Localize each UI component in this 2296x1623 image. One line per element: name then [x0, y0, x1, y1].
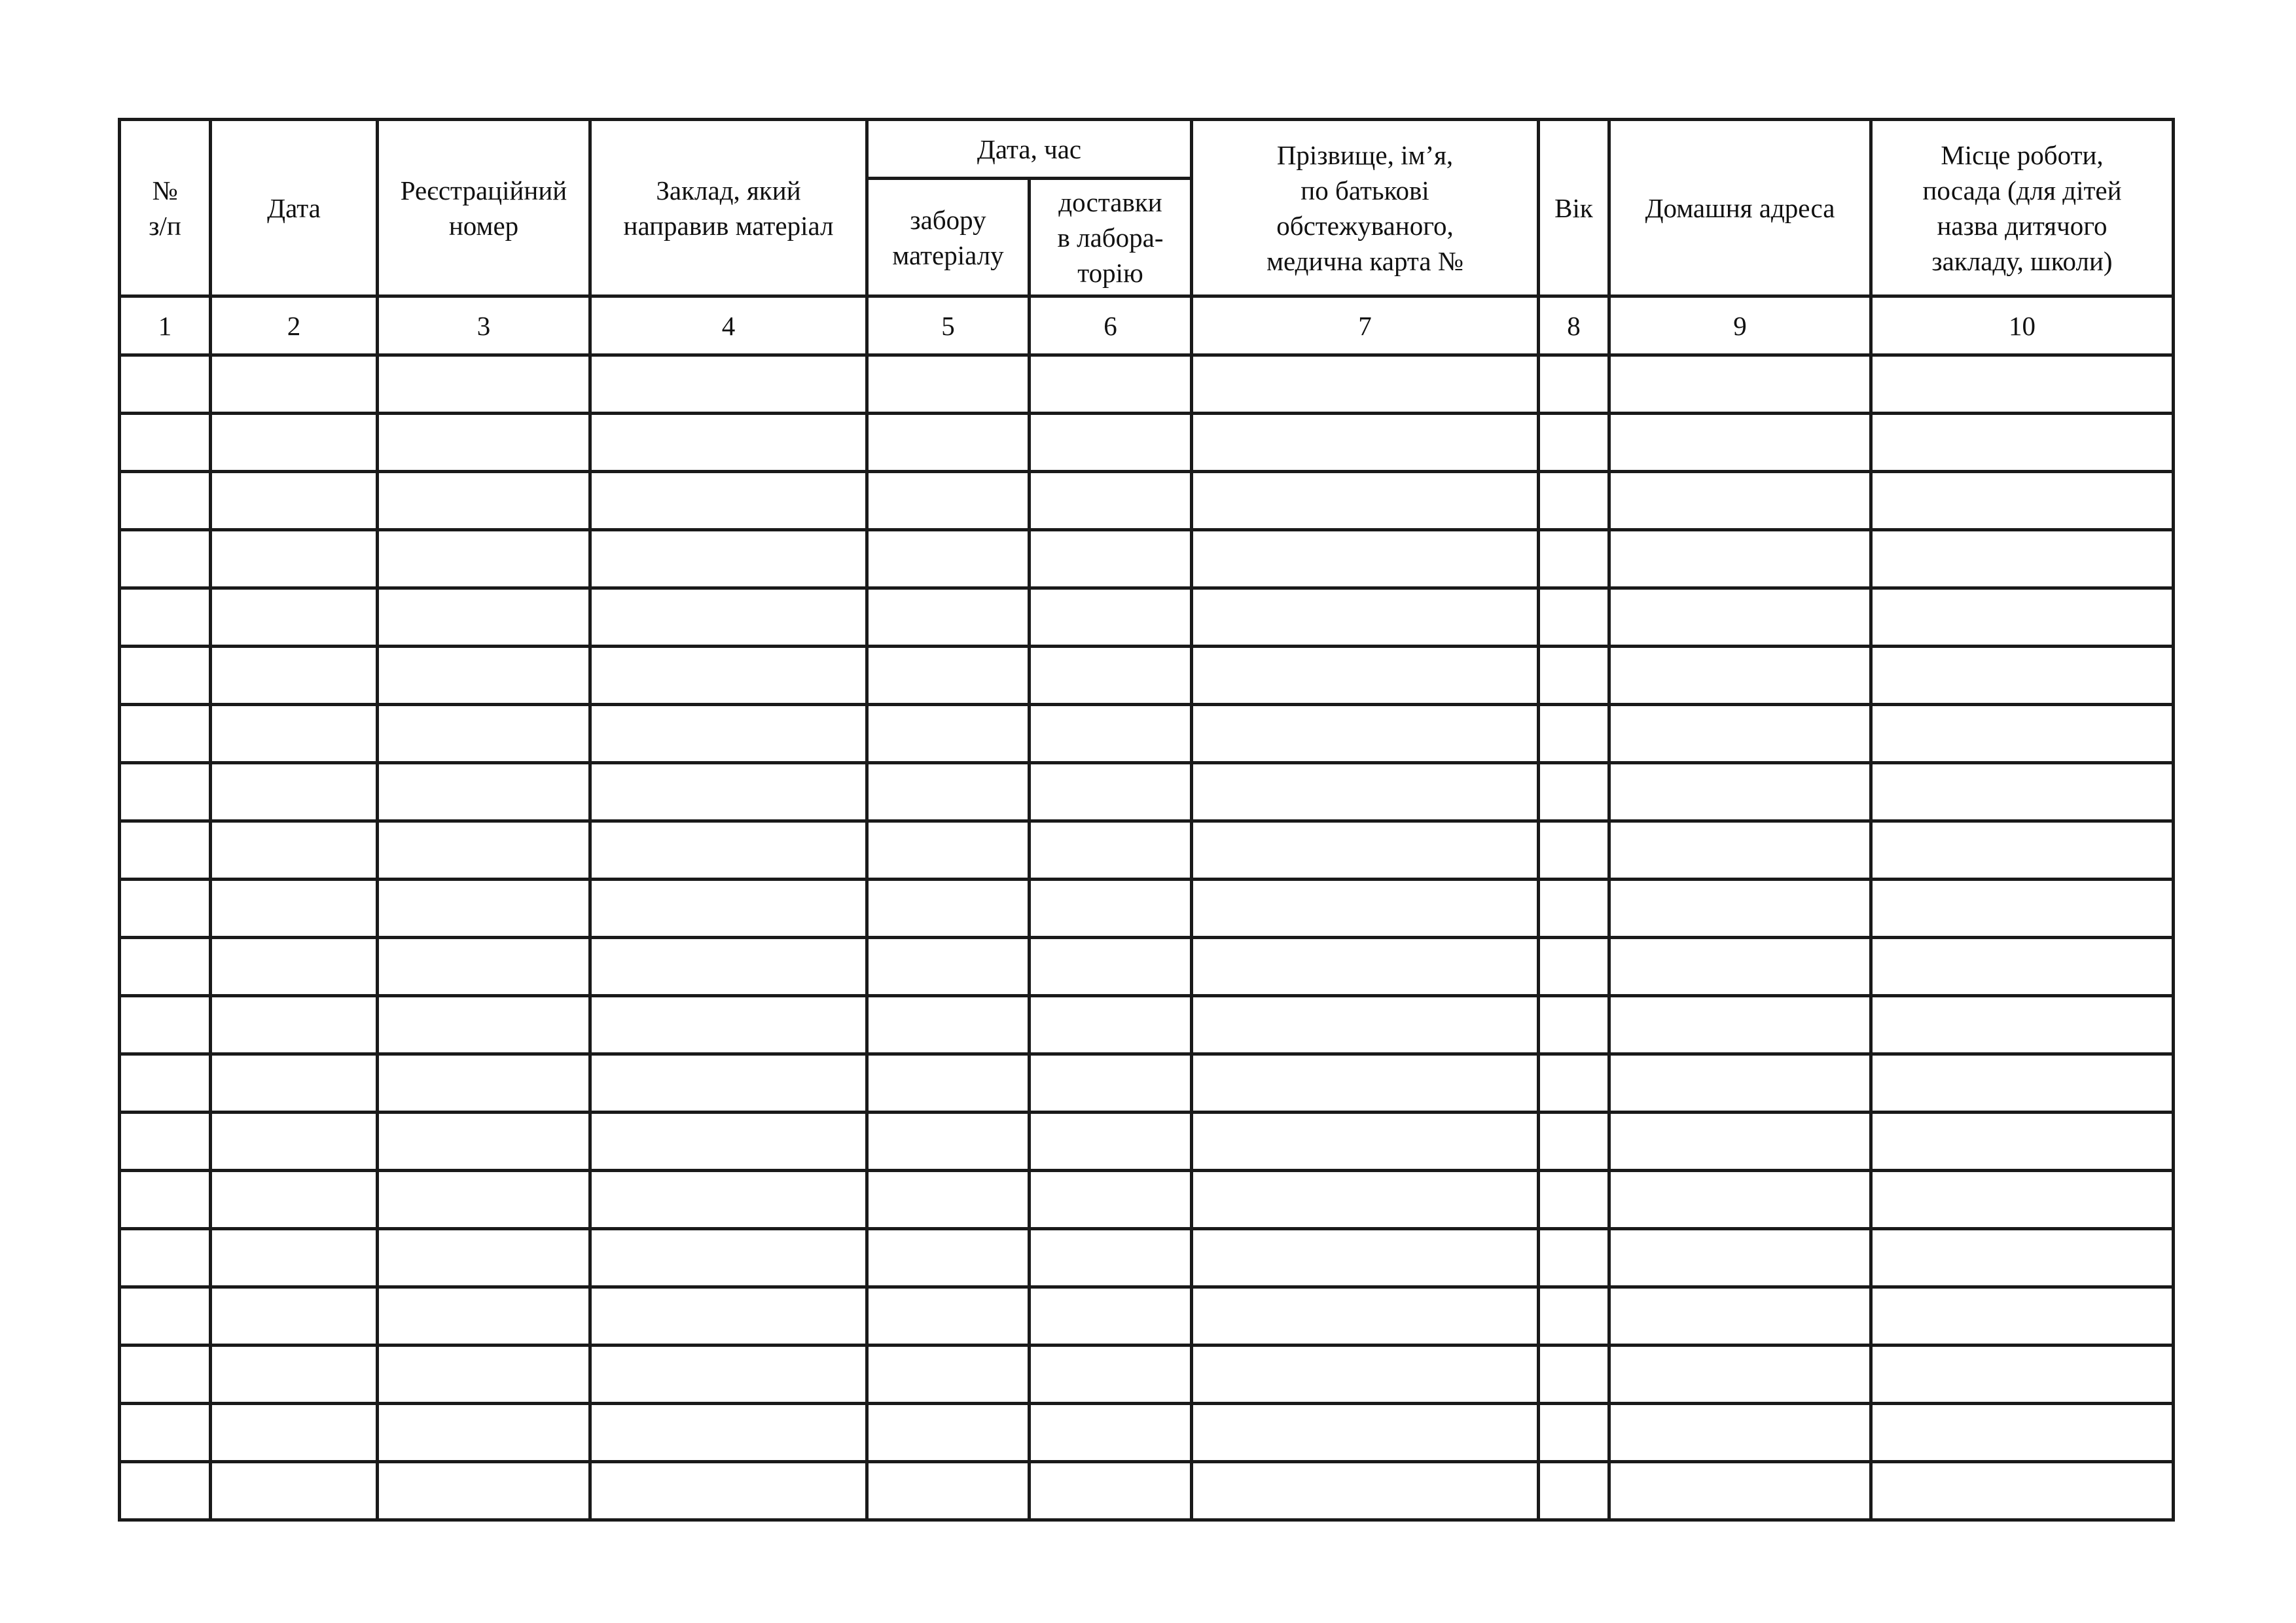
table-row [120, 821, 2174, 880]
table-cell[interactable] [1871, 1171, 2174, 1229]
table-row [120, 472, 2174, 530]
table-cell[interactable] [120, 647, 211, 705]
table-cell[interactable] [867, 472, 1030, 530]
table-cell[interactable] [1871, 763, 2174, 821]
table-cell[interactable] [1539, 763, 1609, 821]
table-cell[interactable] [1609, 1287, 1871, 1346]
table-cell[interactable] [211, 588, 378, 647]
table-cell[interactable] [590, 355, 867, 414]
table-cell[interactable] [211, 1404, 378, 1462]
table-cell[interactable] [1539, 1287, 1609, 1346]
table-cell[interactable] [1030, 1229, 1192, 1287]
table-cell[interactable] [1030, 588, 1192, 647]
table-cell[interactable] [120, 763, 211, 821]
table-cell[interactable] [1539, 821, 1609, 880]
table-row [120, 647, 2174, 705]
table-cell[interactable] [867, 1404, 1030, 1462]
table-cell[interactable] [1192, 414, 1539, 472]
table-cell[interactable] [590, 1287, 867, 1346]
table-cell[interactable] [867, 355, 1030, 414]
table-row [120, 1171, 2174, 1229]
table-cell[interactable] [1871, 821, 2174, 880]
table-cell[interactable] [120, 1054, 211, 1113]
table-cell[interactable] [1609, 1462, 1871, 1520]
table-cell[interactable] [1539, 1404, 1609, 1462]
table-cell[interactable] [590, 1054, 867, 1113]
table-cell[interactable] [378, 1113, 590, 1171]
table-cell[interactable] [1030, 1287, 1192, 1346]
column-number: 7 [1192, 296, 1539, 355]
table-cell[interactable] [378, 1404, 590, 1462]
column-number: 3 [378, 296, 590, 355]
table-cell[interactable] [1871, 880, 2174, 938]
table-cell[interactable] [211, 1113, 378, 1171]
table-cell[interactable] [378, 938, 590, 996]
table-cell[interactable] [378, 705, 590, 763]
table-cell[interactable] [120, 996, 211, 1054]
table-cell[interactable] [1609, 821, 1871, 880]
table-cell[interactable] [590, 763, 867, 821]
table-row [120, 1054, 2174, 1113]
table-cell[interactable] [1192, 1113, 1539, 1171]
table-cell[interactable] [1192, 530, 1539, 588]
table-cell[interactable] [378, 530, 590, 588]
table-cell[interactable] [1539, 880, 1609, 938]
table-cell[interactable] [1871, 1346, 2174, 1404]
table-cell[interactable] [211, 414, 378, 472]
table-cell[interactable] [590, 1229, 867, 1287]
table-cell[interactable] [590, 530, 867, 588]
table-cell[interactable] [211, 647, 378, 705]
table-row [120, 1287, 2174, 1346]
header-registration-number: Реєстраційний номер [378, 120, 590, 296]
table-cell[interactable] [1192, 938, 1539, 996]
table-cell[interactable] [1030, 1113, 1192, 1171]
table-row [120, 414, 2174, 472]
table-cell[interactable] [1609, 1054, 1871, 1113]
table-cell[interactable] [867, 414, 1030, 472]
table-cell[interactable] [1030, 1404, 1192, 1462]
table-row [120, 1346, 2174, 1404]
table-cell[interactable] [590, 414, 867, 472]
table-cell[interactable] [120, 1171, 211, 1229]
table-cell[interactable] [1539, 1346, 1609, 1404]
header-patient-name: Прізвище, ім’я, по батькові обстежуваного, медична карта № [1192, 120, 1539, 296]
table-cell[interactable] [378, 880, 590, 938]
column-number: 6 [1030, 296, 1192, 355]
table-cell[interactable] [211, 1287, 378, 1346]
table-cell[interactable] [1609, 1404, 1871, 1462]
table-cell[interactable] [867, 1171, 1030, 1229]
table-cell[interactable] [1030, 996, 1192, 1054]
table-cell[interactable] [378, 355, 590, 414]
table-cell[interactable] [1871, 1462, 2174, 1520]
header-row-main [120, 120, 2174, 179]
table-cell[interactable] [211, 530, 378, 588]
column-number: 4 [590, 296, 867, 355]
table-cell[interactable] [1609, 414, 1871, 472]
header-date: Дата [211, 120, 378, 296]
table-row [120, 1229, 2174, 1287]
table-cell[interactable] [1192, 1054, 1539, 1113]
table-cell[interactable] [1030, 705, 1192, 763]
table-cell[interactable] [1539, 355, 1609, 414]
table-cell[interactable] [1030, 530, 1192, 588]
table-cell[interactable] [1871, 1404, 2174, 1462]
table-cell[interactable] [1192, 880, 1539, 938]
table-cell[interactable] [590, 1113, 867, 1171]
column-number: 9 [1609, 296, 1871, 355]
header-delivery: доставки в лабора- торію [1030, 179, 1192, 296]
table-cell[interactable] [1192, 1229, 1539, 1287]
table-cell[interactable] [1871, 355, 2174, 414]
table-cell[interactable] [378, 1171, 590, 1229]
table-cell[interactable] [1609, 996, 1871, 1054]
table-row [120, 938, 2174, 996]
table-row [120, 996, 2174, 1054]
table-cell[interactable] [1609, 1229, 1871, 1287]
table-cell[interactable] [1539, 705, 1609, 763]
table-cell[interactable] [1871, 472, 2174, 530]
table-cell[interactable] [120, 880, 211, 938]
table-cell[interactable] [1192, 588, 1539, 647]
header-date-time-group: Дата, час [867, 120, 1192, 179]
table-cell[interactable] [211, 763, 378, 821]
table-cell[interactable] [867, 705, 1030, 763]
table-cell[interactable] [378, 588, 590, 647]
table-cell[interactable] [1030, 414, 1192, 472]
table-cell[interactable] [867, 647, 1030, 705]
table-cell[interactable] [1539, 588, 1609, 647]
table-cell[interactable] [1192, 821, 1539, 880]
table-cell[interactable] [211, 938, 378, 996]
table-cell[interactable] [590, 821, 867, 880]
table-cell[interactable] [1609, 763, 1871, 821]
table-cell[interactable] [1609, 472, 1871, 530]
table-cell[interactable] [120, 1287, 211, 1346]
table-cell[interactable] [1871, 705, 2174, 763]
table-cell[interactable] [867, 938, 1030, 996]
table-row [120, 355, 2174, 414]
table-cell[interactable] [1539, 472, 1609, 530]
table-cell[interactable] [378, 1287, 590, 1346]
table-cell[interactable] [211, 1346, 378, 1404]
table-cell[interactable] [378, 996, 590, 1054]
table-cell[interactable] [867, 1054, 1030, 1113]
header-referring-institution: Заклад, який направив матеріал [590, 120, 867, 296]
table-row [120, 880, 2174, 938]
table-cell[interactable] [867, 588, 1030, 647]
table-cell[interactable] [1030, 763, 1192, 821]
table-body [120, 296, 2174, 1520]
header-collection: забору матеріалу [867, 179, 1030, 296]
table-row [120, 1404, 2174, 1462]
table-cell[interactable] [1871, 1054, 2174, 1113]
table-cell[interactable] [211, 705, 378, 763]
table-cell[interactable] [590, 1462, 867, 1520]
header-age: Вік [1539, 120, 1609, 296]
table-cell[interactable] [1192, 996, 1539, 1054]
table-cell[interactable] [1192, 647, 1539, 705]
table-cell[interactable] [867, 530, 1030, 588]
table-cell[interactable] [211, 1054, 378, 1113]
table-row [120, 763, 2174, 821]
table-cell[interactable] [378, 414, 590, 472]
table-header [120, 120, 2174, 296]
table-cell[interactable] [1192, 1404, 1539, 1462]
table-cell[interactable] [1030, 821, 1192, 880]
table-cell[interactable] [1030, 472, 1192, 530]
table-cell[interactable] [120, 414, 211, 472]
table-cell[interactable] [378, 647, 590, 705]
table-cell[interactable] [120, 705, 211, 763]
header-home-address: Домашня адреса [1609, 120, 1871, 296]
table-cell[interactable] [1539, 647, 1609, 705]
table-cell[interactable] [867, 880, 1030, 938]
table-cell[interactable] [378, 1462, 590, 1520]
table-cell[interactable] [120, 1229, 211, 1287]
table-cell[interactable] [867, 996, 1030, 1054]
table-cell[interactable] [1030, 1346, 1192, 1404]
table-cell[interactable] [1609, 1171, 1871, 1229]
column-number: 8 [1539, 296, 1609, 355]
table-cell[interactable] [120, 588, 211, 647]
column-number: 10 [1871, 296, 2174, 355]
table-cell[interactable] [378, 1054, 590, 1113]
table-cell[interactable] [867, 821, 1030, 880]
table-cell[interactable] [211, 880, 378, 938]
table-cell[interactable] [1609, 1346, 1871, 1404]
table-cell[interactable] [1871, 996, 2174, 1054]
table-cell[interactable] [867, 763, 1030, 821]
table-cell[interactable] [1539, 1054, 1609, 1113]
column-number-row [120, 296, 2174, 355]
table-cell[interactable] [867, 1346, 1030, 1404]
table-cell[interactable] [378, 1229, 590, 1287]
table-cell[interactable] [211, 1462, 378, 1520]
column-number: 2 [211, 296, 378, 355]
table-cell[interactable] [1030, 1054, 1192, 1113]
table-cell[interactable] [1539, 1171, 1609, 1229]
table-cell[interactable] [1030, 938, 1192, 996]
table-cell[interactable] [590, 1171, 867, 1229]
table-row [120, 1113, 2174, 1171]
table-cell[interactable] [1609, 647, 1871, 705]
table-cell[interactable] [590, 938, 867, 996]
table-cell[interactable] [211, 355, 378, 414]
table-cell[interactable] [1192, 355, 1539, 414]
table-cell[interactable] [590, 996, 867, 1054]
header-workplace: Місце роботи, посада (для дітей назва дитячого закладу, школи) [1871, 120, 2174, 296]
table-cell[interactable] [1192, 1171, 1539, 1229]
table-cell[interactable] [1871, 1113, 2174, 1171]
table-row [120, 1462, 2174, 1520]
table-cell[interactable] [1539, 996, 1609, 1054]
table-cell[interactable] [120, 1346, 211, 1404]
table-cell[interactable] [1609, 588, 1871, 647]
table-cell[interactable] [1192, 763, 1539, 821]
table-cell[interactable] [120, 355, 211, 414]
table-cell[interactable] [867, 1462, 1030, 1520]
column-number: 1 [120, 296, 211, 355]
table-cell[interactable] [867, 1287, 1030, 1346]
table-cell[interactable] [211, 472, 378, 530]
table-cell[interactable] [1030, 355, 1192, 414]
table-cell[interactable] [120, 1113, 211, 1171]
register-table [118, 118, 2175, 1522]
table-cell[interactable] [590, 880, 867, 938]
table-cell[interactable] [1030, 1462, 1192, 1520]
table-row [120, 588, 2174, 647]
table-cell[interactable] [378, 1346, 590, 1404]
table-cell[interactable] [378, 472, 590, 530]
table-cell[interactable] [1030, 1171, 1192, 1229]
table-cell[interactable] [1871, 530, 2174, 588]
table-cell[interactable] [1609, 355, 1871, 414]
table-cell[interactable] [1192, 1462, 1539, 1520]
table-cell[interactable] [1871, 1287, 2174, 1346]
table-cell[interactable] [590, 1346, 867, 1404]
table-cell[interactable] [1871, 647, 2174, 705]
table-cell[interactable] [590, 1404, 867, 1462]
table-cell[interactable] [590, 472, 867, 530]
table-cell[interactable] [120, 1462, 211, 1520]
table-cell[interactable] [1609, 705, 1871, 763]
table-cell[interactable] [1192, 1287, 1539, 1346]
table-cell[interactable] [120, 472, 211, 530]
table-cell[interactable] [590, 705, 867, 763]
table-cell[interactable] [1539, 1229, 1609, 1287]
table-cell[interactable] [1192, 1346, 1539, 1404]
table-row [120, 530, 2174, 588]
table-cell[interactable] [120, 530, 211, 588]
table-cell[interactable] [1539, 530, 1609, 588]
table-cell[interactable] [120, 821, 211, 880]
table-cell[interactable] [378, 821, 590, 880]
table-cell[interactable] [1871, 1229, 2174, 1287]
table-row [120, 705, 2174, 763]
table-cell[interactable] [211, 996, 378, 1054]
table-cell[interactable] [1609, 880, 1871, 938]
table-cell[interactable] [867, 1229, 1030, 1287]
table-cell[interactable] [1192, 705, 1539, 763]
table-cell[interactable] [867, 1113, 1030, 1171]
table-cell[interactable] [120, 1404, 211, 1462]
table-cell[interactable] [590, 647, 867, 705]
table-cell[interactable] [378, 763, 590, 821]
table-cell[interactable] [211, 1229, 378, 1287]
table-cell[interactable] [1030, 880, 1192, 938]
table-cell[interactable] [1030, 647, 1192, 705]
table-cell[interactable] [1539, 1113, 1609, 1171]
table-cell[interactable] [1609, 938, 1871, 996]
header-number: № з/п [120, 120, 211, 296]
table-cell[interactable] [1539, 1462, 1609, 1520]
table-cell[interactable] [120, 938, 211, 996]
table-cell[interactable] [1871, 938, 2174, 996]
table-cell[interactable] [1609, 1113, 1871, 1171]
table-cell[interactable] [1192, 472, 1539, 530]
column-number: 5 [867, 296, 1030, 355]
table-cell[interactable] [1871, 414, 2174, 472]
table-cell[interactable] [590, 588, 867, 647]
table-cell[interactable] [1871, 588, 2174, 647]
table-cell[interactable] [211, 1171, 378, 1229]
table-cell[interactable] [1539, 938, 1609, 996]
table-cell[interactable] [211, 821, 378, 880]
table-cell[interactable] [1539, 414, 1609, 472]
table-cell[interactable] [1609, 530, 1871, 588]
